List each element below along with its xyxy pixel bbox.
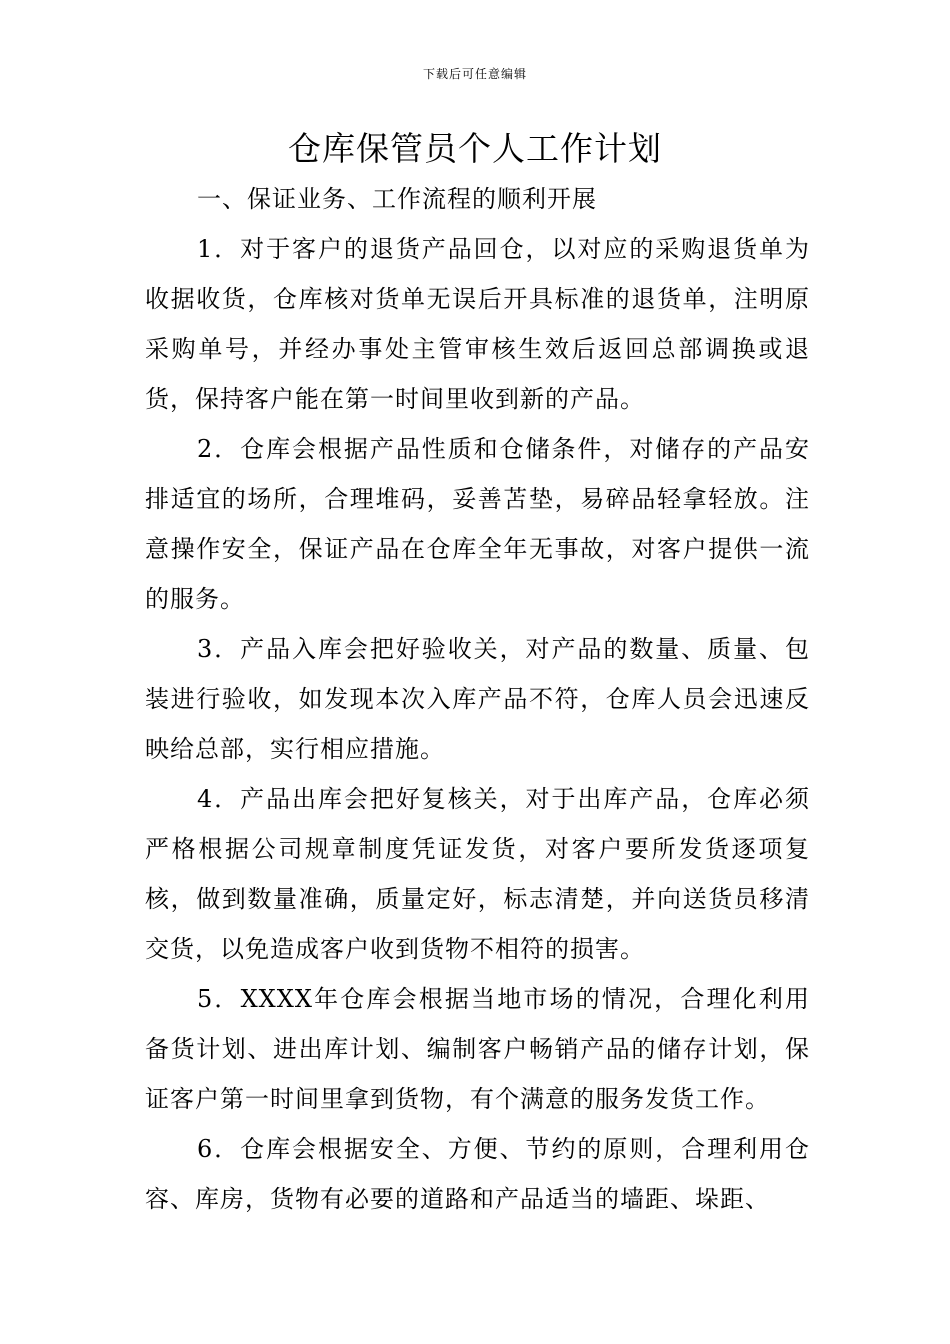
document-body xyxy=(145,174,810,1224)
paragraph-3: 3．产品入库会把好验收关，对产品的数量、质量、包装进行验收，如发现本次入库产品不符，仓库人员会迅速反映给总部，实行相应措施。 xyxy=(145,635,810,763)
paragraph-4: 4．产品出库会把好复核关，对于出库产品，仓库必须严格根据公司规章制度凭证发货，对客户要所发货逐项复核，做到数量准确，质量定好，标志清楚，并向送货员移清交货，以免造成客户收到货物不相符的损害。 xyxy=(145,785,810,963)
paragraph-6: 6．仓库会根据安全、方便、节约的原则，合理利用仓容、库房，货物有必要的道路和产品适当的墙距、垛距、 xyxy=(145,1135,810,1213)
paragraph-1: 1．对于客户的退货产品回仓，以对应的采购退货单为收据收货，仓库核对货单无误后开具标准的退货单，注明原采购单号，并经办事处主管审核生效后返回总部调换或退货，保持客户能在第一时间里收到新的产品。 xyxy=(145,235,810,413)
section-heading: 一、保证业务、工作流程的顺利开展 xyxy=(197,185,597,213)
paragraph-2: 2．仓库会根据产品性质和仓储条件，对储存的产品安排适宜的场所，合理堆码，妥善苫垫，易碎品轻拿轻放。注意操作安全，保证产品在仓库全年无事故，对客户提供一流的服务。 xyxy=(145,435,810,613)
header-note: 下载后可任意编辑 xyxy=(422,67,527,81)
paragraph-5: 5．XXXX年仓库会根据当地市场的情况，合理化利用备货计划、进出库计划、编制客户畅销产品的储存计划，保证客户第一时间里拿到货物，有个满意的服务发货工作。 xyxy=(145,985,810,1113)
document-title: 仓库保管员个人工作计划 xyxy=(288,129,662,168)
